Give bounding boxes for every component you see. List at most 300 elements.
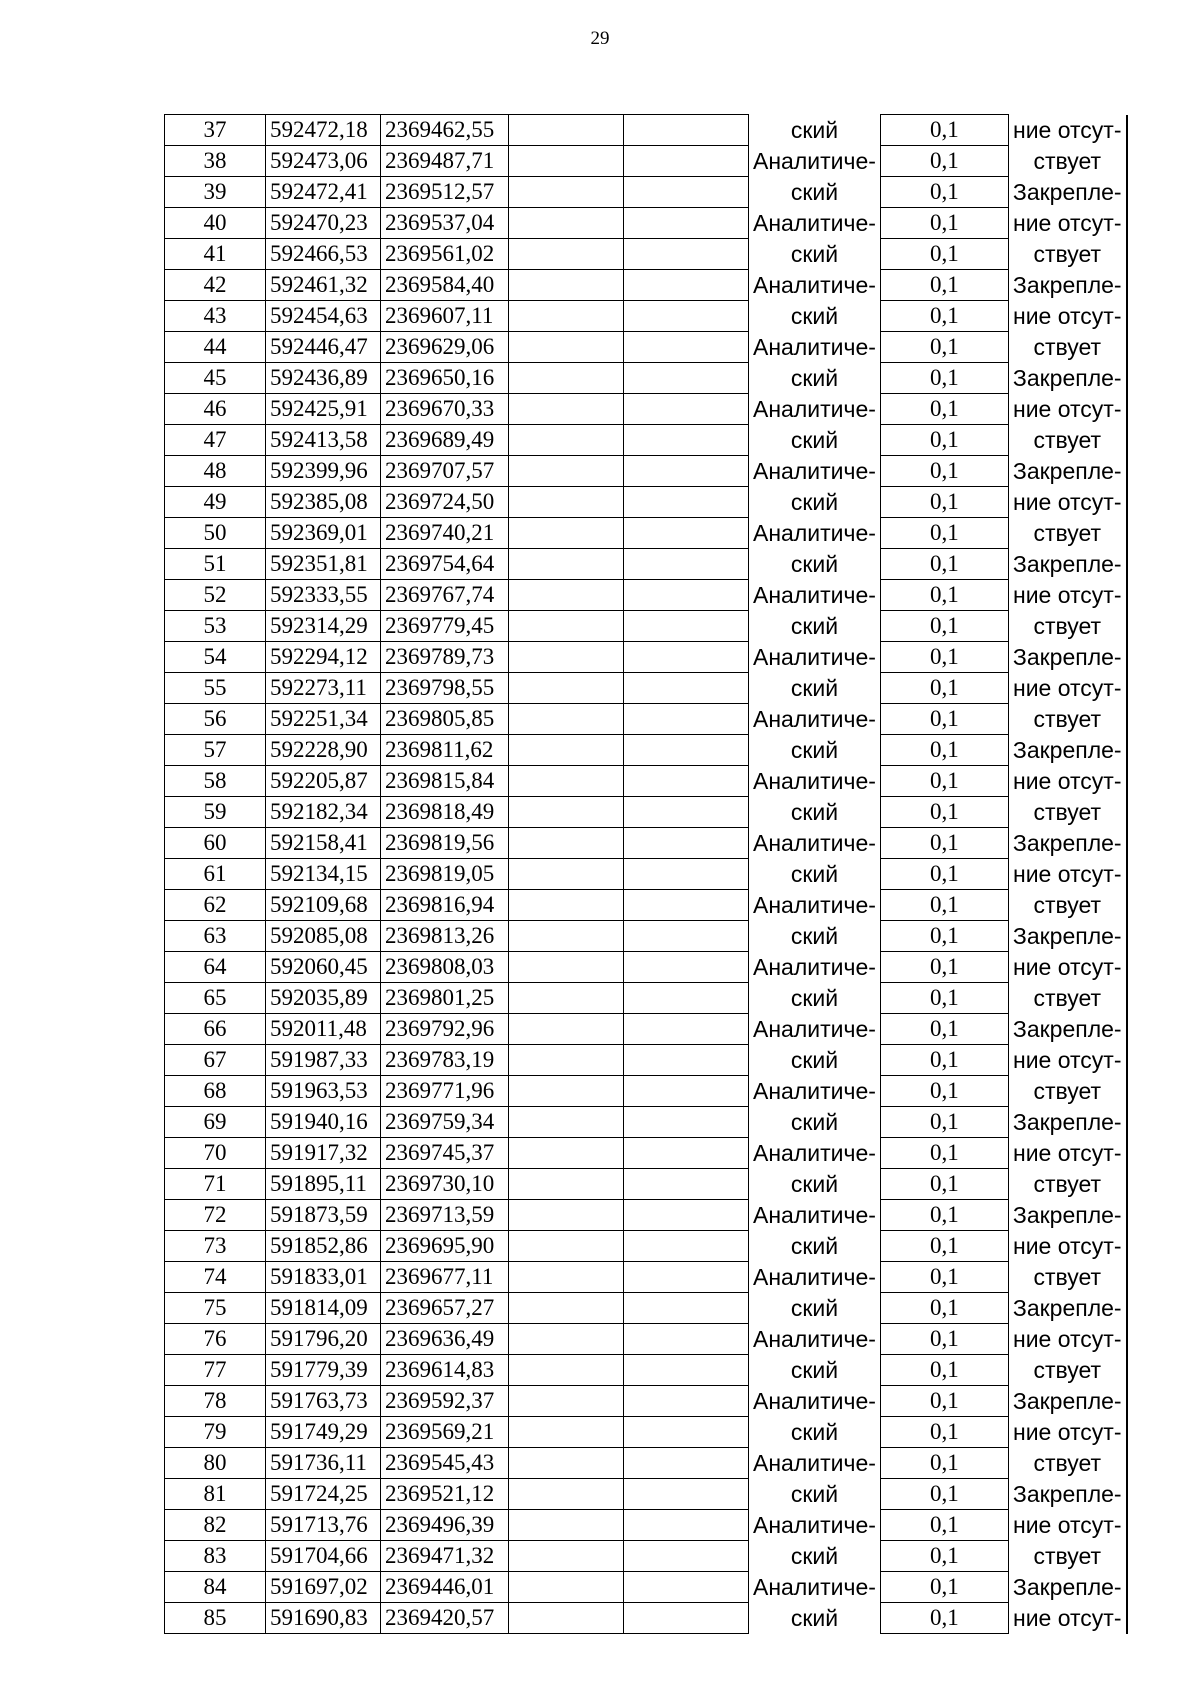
method-cell: ский (749, 487, 881, 518)
empty-cell (624, 270, 749, 301)
table-row (165, 301, 1127, 332)
empty-cell (624, 1448, 749, 1479)
point-number-cell: 44 (165, 332, 266, 363)
empty-cell (624, 301, 749, 332)
point-number-cell: 43 (165, 301, 266, 332)
description-cell: ние отсут- (1008, 580, 1126, 611)
y-coordinate-cell: 2369462,55 (381, 115, 509, 146)
table-row (165, 146, 1127, 177)
description-cell: Закрепле- (1008, 735, 1126, 766)
accuracy-cell: 0,1 (880, 642, 1008, 673)
table-row (165, 797, 1127, 828)
description-cell: Закрепле- (1008, 1200, 1126, 1231)
description-cell: ствует (1008, 890, 1126, 921)
y-coordinate-cell: 2369695,90 (381, 1231, 509, 1262)
empty-cell (624, 642, 749, 673)
empty-cell (509, 921, 624, 952)
x-coordinate-cell: 591724,25 (266, 1479, 381, 1510)
point-number-cell: 69 (165, 1107, 266, 1138)
point-number-cell: 74 (165, 1262, 266, 1293)
accuracy-cell: 0,1 (880, 115, 1008, 146)
description-cell: ствует (1008, 1169, 1126, 1200)
point-number-cell: 84 (165, 1572, 266, 1603)
point-number-cell: 78 (165, 1386, 266, 1417)
empty-cell (509, 146, 624, 177)
description-cell: ствует (1008, 146, 1126, 177)
point-number-cell: 65 (165, 983, 266, 1014)
empty-cell (624, 177, 749, 208)
empty-cell (624, 611, 749, 642)
point-number-cell: 51 (165, 549, 266, 580)
description-cell: ние отсут- (1008, 301, 1126, 332)
table-row (165, 580, 1127, 611)
empty-cell (509, 828, 624, 859)
x-coordinate-cell: 591963,53 (266, 1076, 381, 1107)
method-cell: Аналитиче- (749, 1448, 881, 1479)
x-coordinate-cell: 591814,09 (266, 1293, 381, 1324)
method-cell: ский (749, 1479, 881, 1510)
x-coordinate-cell: 592085,08 (266, 921, 381, 952)
description-cell: ствует (1008, 704, 1126, 735)
accuracy-cell: 0,1 (880, 1324, 1008, 1355)
y-coordinate-cell: 2369629,06 (381, 332, 509, 363)
point-number-cell: 55 (165, 673, 266, 704)
point-number-cell: 71 (165, 1169, 266, 1200)
empty-cell (624, 890, 749, 921)
accuracy-cell: 0,1 (880, 177, 1008, 208)
accuracy-cell: 0,1 (880, 1138, 1008, 1169)
empty-cell (624, 1293, 749, 1324)
x-coordinate-cell: 591796,20 (266, 1324, 381, 1355)
empty-cell (624, 1417, 749, 1448)
description-cell: ствует (1008, 1076, 1126, 1107)
x-coordinate-cell: 591873,59 (266, 1200, 381, 1231)
method-cell: Аналитиче- (749, 1572, 881, 1603)
y-coordinate-cell: 2369789,73 (381, 642, 509, 673)
description-cell: Закрепле- (1008, 270, 1126, 301)
x-coordinate-cell: 592134,15 (266, 859, 381, 890)
description-cell: ствует (1008, 1262, 1126, 1293)
x-coordinate-cell: 592470,23 (266, 208, 381, 239)
description-cell: ние отсут- (1008, 115, 1126, 146)
point-number-cell: 80 (165, 1448, 266, 1479)
empty-cell (624, 239, 749, 270)
method-cell: ский (749, 1045, 881, 1076)
empty-cell (624, 828, 749, 859)
x-coordinate-cell: 591895,11 (266, 1169, 381, 1200)
description-cell: Закрепле- (1008, 828, 1126, 859)
accuracy-cell: 0,1 (880, 1355, 1008, 1386)
point-number-cell: 77 (165, 1355, 266, 1386)
description-cell: ствует (1008, 611, 1126, 642)
y-coordinate-cell: 2369650,16 (381, 363, 509, 394)
method-cell: ский (749, 921, 881, 952)
empty-cell (509, 1076, 624, 1107)
empty-cell (509, 611, 624, 642)
y-coordinate-cell: 2369657,27 (381, 1293, 509, 1324)
description-cell: ние отсут- (1008, 673, 1126, 704)
point-number-cell: 67 (165, 1045, 266, 1076)
x-coordinate-cell: 592060,45 (266, 952, 381, 983)
y-coordinate-cell: 2369730,10 (381, 1169, 509, 1200)
x-coordinate-cell: 591833,01 (266, 1262, 381, 1293)
point-number-cell: 82 (165, 1510, 266, 1541)
empty-cell (624, 580, 749, 611)
empty-cell (509, 115, 624, 146)
point-number-cell: 64 (165, 952, 266, 983)
point-number-cell: 83 (165, 1541, 266, 1572)
empty-cell (624, 1386, 749, 1417)
empty-cell (624, 1510, 749, 1541)
accuracy-cell: 0,1 (880, 1231, 1008, 1262)
empty-cell (624, 1572, 749, 1603)
empty-cell (509, 952, 624, 983)
description-cell: ние отсут- (1008, 208, 1126, 239)
description-cell: Закрепле- (1008, 1107, 1126, 1138)
table-row (165, 177, 1127, 208)
method-cell: ский (749, 1293, 881, 1324)
table-row (165, 766, 1127, 797)
y-coordinate-cell: 2369801,25 (381, 983, 509, 1014)
accuracy-cell: 0,1 (880, 1417, 1008, 1448)
method-cell: ский (749, 425, 881, 456)
method-cell: ский (749, 1541, 881, 1572)
description-cell: Закрепле- (1008, 921, 1126, 952)
table-row (165, 208, 1127, 239)
description-cell: Закрепле- (1008, 1479, 1126, 1510)
x-coordinate-cell: 592472,41 (266, 177, 381, 208)
empty-cell (509, 1014, 624, 1045)
x-coordinate-cell: 591690,83 (266, 1603, 381, 1634)
empty-cell (624, 704, 749, 735)
point-number-cell: 68 (165, 1076, 266, 1107)
point-number-cell: 39 (165, 177, 266, 208)
empty-cell (509, 1510, 624, 1541)
y-coordinate-cell: 2369496,39 (381, 1510, 509, 1541)
method-cell: Аналитиче- (749, 1076, 881, 1107)
y-coordinate-cell: 2369670,33 (381, 394, 509, 425)
method-cell: Аналитиче- (749, 332, 881, 363)
empty-cell (624, 1231, 749, 1262)
accuracy-cell: 0,1 (880, 394, 1008, 425)
x-coordinate-cell: 592294,12 (266, 642, 381, 673)
method-cell: Аналитиче- (749, 642, 881, 673)
empty-cell (624, 1603, 749, 1634)
empty-cell (509, 766, 624, 797)
empty-cell (509, 332, 624, 363)
empty-cell (509, 301, 624, 332)
method-cell: Аналитиче- (749, 1386, 881, 1417)
y-coordinate-cell: 2369759,34 (381, 1107, 509, 1138)
point-number-cell: 45 (165, 363, 266, 394)
x-coordinate-cell: 592472,18 (266, 115, 381, 146)
method-cell: ский (749, 1417, 881, 1448)
method-cell: ский (749, 1169, 881, 1200)
y-coordinate-cell: 2369724,50 (381, 487, 509, 518)
method-cell: Аналитиче- (749, 580, 881, 611)
method-cell: Аналитиче- (749, 1138, 881, 1169)
x-coordinate-cell: 592251,34 (266, 704, 381, 735)
table-row (165, 363, 1127, 394)
description-cell: Закрепле- (1008, 1386, 1126, 1417)
y-coordinate-cell: 2369808,03 (381, 952, 509, 983)
empty-cell (509, 1448, 624, 1479)
y-coordinate-cell: 2369783,19 (381, 1045, 509, 1076)
y-coordinate-cell: 2369614,83 (381, 1355, 509, 1386)
empty-cell (509, 1541, 624, 1572)
empty-cell (624, 983, 749, 1014)
description-cell: Закрепле- (1008, 177, 1126, 208)
x-coordinate-cell: 592109,68 (266, 890, 381, 921)
method-cell: ский (749, 1231, 881, 1262)
table-row (165, 859, 1127, 890)
empty-cell (624, 1169, 749, 1200)
description-cell: ствует (1008, 797, 1126, 828)
y-coordinate-cell: 2369592,37 (381, 1386, 509, 1417)
y-coordinate-cell: 2369713,59 (381, 1200, 509, 1231)
table-row (165, 704, 1127, 735)
x-coordinate-cell: 592473,06 (266, 146, 381, 177)
point-number-cell: 73 (165, 1231, 266, 1262)
empty-cell (624, 921, 749, 952)
table-row (165, 828, 1127, 859)
point-number-cell: 62 (165, 890, 266, 921)
method-cell: ский (749, 859, 881, 890)
point-number-cell: 79 (165, 1417, 266, 1448)
point-number-cell: 49 (165, 487, 266, 518)
y-coordinate-cell: 2369815,84 (381, 766, 509, 797)
y-coordinate-cell: 2369561,02 (381, 239, 509, 270)
y-coordinate-cell: 2369818,49 (381, 797, 509, 828)
point-number-cell: 85 (165, 1603, 266, 1634)
empty-cell (509, 642, 624, 673)
table-row (165, 270, 1127, 301)
empty-cell (624, 487, 749, 518)
description-cell: ние отсут- (1008, 1138, 1126, 1169)
point-number-cell: 57 (165, 735, 266, 766)
empty-cell (509, 363, 624, 394)
empty-cell (624, 363, 749, 394)
description-cell: Закрепле- (1008, 1293, 1126, 1324)
x-coordinate-cell: 591736,11 (266, 1448, 381, 1479)
x-coordinate-cell: 591987,33 (266, 1045, 381, 1076)
table-row (165, 1355, 1127, 1386)
empty-cell (509, 1386, 624, 1417)
description-cell: ние отсут- (1008, 859, 1126, 890)
y-coordinate-cell: 2369677,11 (381, 1262, 509, 1293)
point-number-cell: 48 (165, 456, 266, 487)
y-coordinate-cell: 2369420,57 (381, 1603, 509, 1634)
accuracy-cell: 0,1 (880, 518, 1008, 549)
point-number-cell: 54 (165, 642, 266, 673)
empty-cell (624, 1107, 749, 1138)
table-row (165, 239, 1127, 270)
x-coordinate-cell: 592461,32 (266, 270, 381, 301)
accuracy-cell: 0,1 (880, 208, 1008, 239)
table-row (165, 1138, 1127, 1169)
table-row (165, 1572, 1127, 1603)
empty-cell (509, 1169, 624, 1200)
x-coordinate-cell: 592035,89 (266, 983, 381, 1014)
accuracy-cell: 0,1 (880, 1572, 1008, 1603)
empty-cell (624, 115, 749, 146)
table-row (165, 1603, 1127, 1634)
accuracy-cell: 0,1 (880, 1603, 1008, 1634)
method-cell: ский (749, 177, 881, 208)
page-number: 29 (590, 28, 610, 49)
method-cell: ский (749, 735, 881, 766)
y-coordinate-cell: 2369689,49 (381, 425, 509, 456)
x-coordinate-cell: 591940,16 (266, 1107, 381, 1138)
x-coordinate-cell: 592011,48 (266, 1014, 381, 1045)
empty-cell (509, 983, 624, 1014)
description-cell: Закрепле- (1008, 363, 1126, 394)
x-coordinate-cell: 592399,96 (266, 456, 381, 487)
description-cell: Закрепле- (1008, 549, 1126, 580)
y-coordinate-cell: 2369819,05 (381, 859, 509, 890)
accuracy-cell: 0,1 (880, 735, 1008, 766)
method-cell: ский (749, 983, 881, 1014)
method-cell: ский (749, 1355, 881, 1386)
table-row (165, 1479, 1127, 1510)
table-row (165, 1169, 1127, 1200)
accuracy-cell: 0,1 (880, 890, 1008, 921)
point-number-cell: 40 (165, 208, 266, 239)
table-row (165, 890, 1127, 921)
x-coordinate-cell: 591749,29 (266, 1417, 381, 1448)
method-cell: Аналитиче- (749, 1262, 881, 1293)
point-number-cell: 60 (165, 828, 266, 859)
table-row (165, 1107, 1127, 1138)
table-row (165, 332, 1127, 363)
x-coordinate-cell: 592158,41 (266, 828, 381, 859)
table-row (165, 1231, 1127, 1262)
y-coordinate-cell: 2369636,49 (381, 1324, 509, 1355)
empty-cell (624, 952, 749, 983)
description-cell: ние отсут- (1008, 1231, 1126, 1262)
accuracy-cell: 0,1 (880, 1541, 1008, 1572)
accuracy-cell: 0,1 (880, 239, 1008, 270)
accuracy-cell: 0,1 (880, 363, 1008, 394)
description-cell: Закрепле- (1008, 642, 1126, 673)
x-coordinate-cell: 591697,02 (266, 1572, 381, 1603)
y-coordinate-cell: 2369707,57 (381, 456, 509, 487)
accuracy-cell: 0,1 (880, 766, 1008, 797)
table-row (165, 1541, 1127, 1572)
empty-cell (624, 1200, 749, 1231)
x-coordinate-cell: 592425,91 (266, 394, 381, 425)
empty-cell (624, 332, 749, 363)
empty-cell (509, 1417, 624, 1448)
table-row (165, 1417, 1127, 1448)
accuracy-cell: 0,1 (880, 1386, 1008, 1417)
point-number-cell: 53 (165, 611, 266, 642)
empty-cell (624, 735, 749, 766)
table-row (165, 518, 1127, 549)
x-coordinate-cell: 592228,90 (266, 735, 381, 766)
x-coordinate-cell: 592351,81 (266, 549, 381, 580)
point-number-cell: 37 (165, 115, 266, 146)
table-row (165, 921, 1127, 952)
description-cell: ствует (1008, 983, 1126, 1014)
accuracy-cell: 0,1 (880, 797, 1008, 828)
empty-cell (624, 146, 749, 177)
description-cell: ние отсут- (1008, 1603, 1126, 1634)
x-coordinate-cell: 592314,29 (266, 611, 381, 642)
empty-cell (509, 1200, 624, 1231)
x-coordinate-cell: 592446,47 (266, 332, 381, 363)
method-cell: Аналитиче- (749, 1324, 881, 1355)
empty-cell (624, 673, 749, 704)
point-number-cell: 50 (165, 518, 266, 549)
point-number-cell: 59 (165, 797, 266, 828)
empty-cell (509, 797, 624, 828)
empty-cell (624, 1014, 749, 1045)
y-coordinate-cell: 2369811,62 (381, 735, 509, 766)
x-coordinate-cell: 591704,66 (266, 1541, 381, 1572)
accuracy-cell: 0,1 (880, 1293, 1008, 1324)
accuracy-cell: 0,1 (880, 1262, 1008, 1293)
method-cell: ский (749, 797, 881, 828)
point-number-cell: 63 (165, 921, 266, 952)
method-cell: Аналитиче- (749, 394, 881, 425)
empty-cell (509, 1107, 624, 1138)
y-coordinate-cell: 2369584,40 (381, 270, 509, 301)
empty-cell (509, 1324, 624, 1355)
x-coordinate-cell: 592436,89 (266, 363, 381, 394)
y-coordinate-cell: 2369512,57 (381, 177, 509, 208)
empty-cell (509, 1138, 624, 1169)
method-cell: Аналитиче- (749, 1200, 881, 1231)
x-coordinate-cell: 592273,11 (266, 673, 381, 704)
coordinates-table (164, 114, 1128, 1634)
method-cell: Аналитиче- (749, 952, 881, 983)
point-number-cell: 81 (165, 1479, 266, 1510)
x-coordinate-cell: 591779,39 (266, 1355, 381, 1386)
empty-cell (624, 1262, 749, 1293)
accuracy-cell: 0,1 (880, 487, 1008, 518)
accuracy-cell: 0,1 (880, 1448, 1008, 1479)
description-cell: ние отсут- (1008, 952, 1126, 983)
accuracy-cell: 0,1 (880, 425, 1008, 456)
x-coordinate-cell: 592385,08 (266, 487, 381, 518)
description-cell: ние отсут- (1008, 487, 1126, 518)
table-row (165, 1045, 1127, 1076)
empty-cell (509, 859, 624, 890)
description-cell: ствует (1008, 332, 1126, 363)
accuracy-cell: 0,1 (880, 332, 1008, 363)
y-coordinate-cell: 2369771,96 (381, 1076, 509, 1107)
method-cell: Аналитиче- (749, 270, 881, 301)
accuracy-cell: 0,1 (880, 983, 1008, 1014)
y-coordinate-cell: 2369487,71 (381, 146, 509, 177)
y-coordinate-cell: 2369521,12 (381, 1479, 509, 1510)
method-cell: ский (749, 1603, 881, 1634)
point-number-cell: 72 (165, 1200, 266, 1231)
empty-cell (509, 394, 624, 425)
point-number-cell: 46 (165, 394, 266, 425)
empty-cell (509, 270, 624, 301)
method-cell: Аналитиче- (749, 766, 881, 797)
empty-cell (624, 1541, 749, 1572)
x-coordinate-cell: 592182,34 (266, 797, 381, 828)
empty-cell (509, 1262, 624, 1293)
x-coordinate-cell: 592369,01 (266, 518, 381, 549)
table-row (165, 1076, 1127, 1107)
empty-cell (624, 1045, 749, 1076)
accuracy-cell: 0,1 (880, 456, 1008, 487)
method-cell: Аналитиче- (749, 1510, 881, 1541)
